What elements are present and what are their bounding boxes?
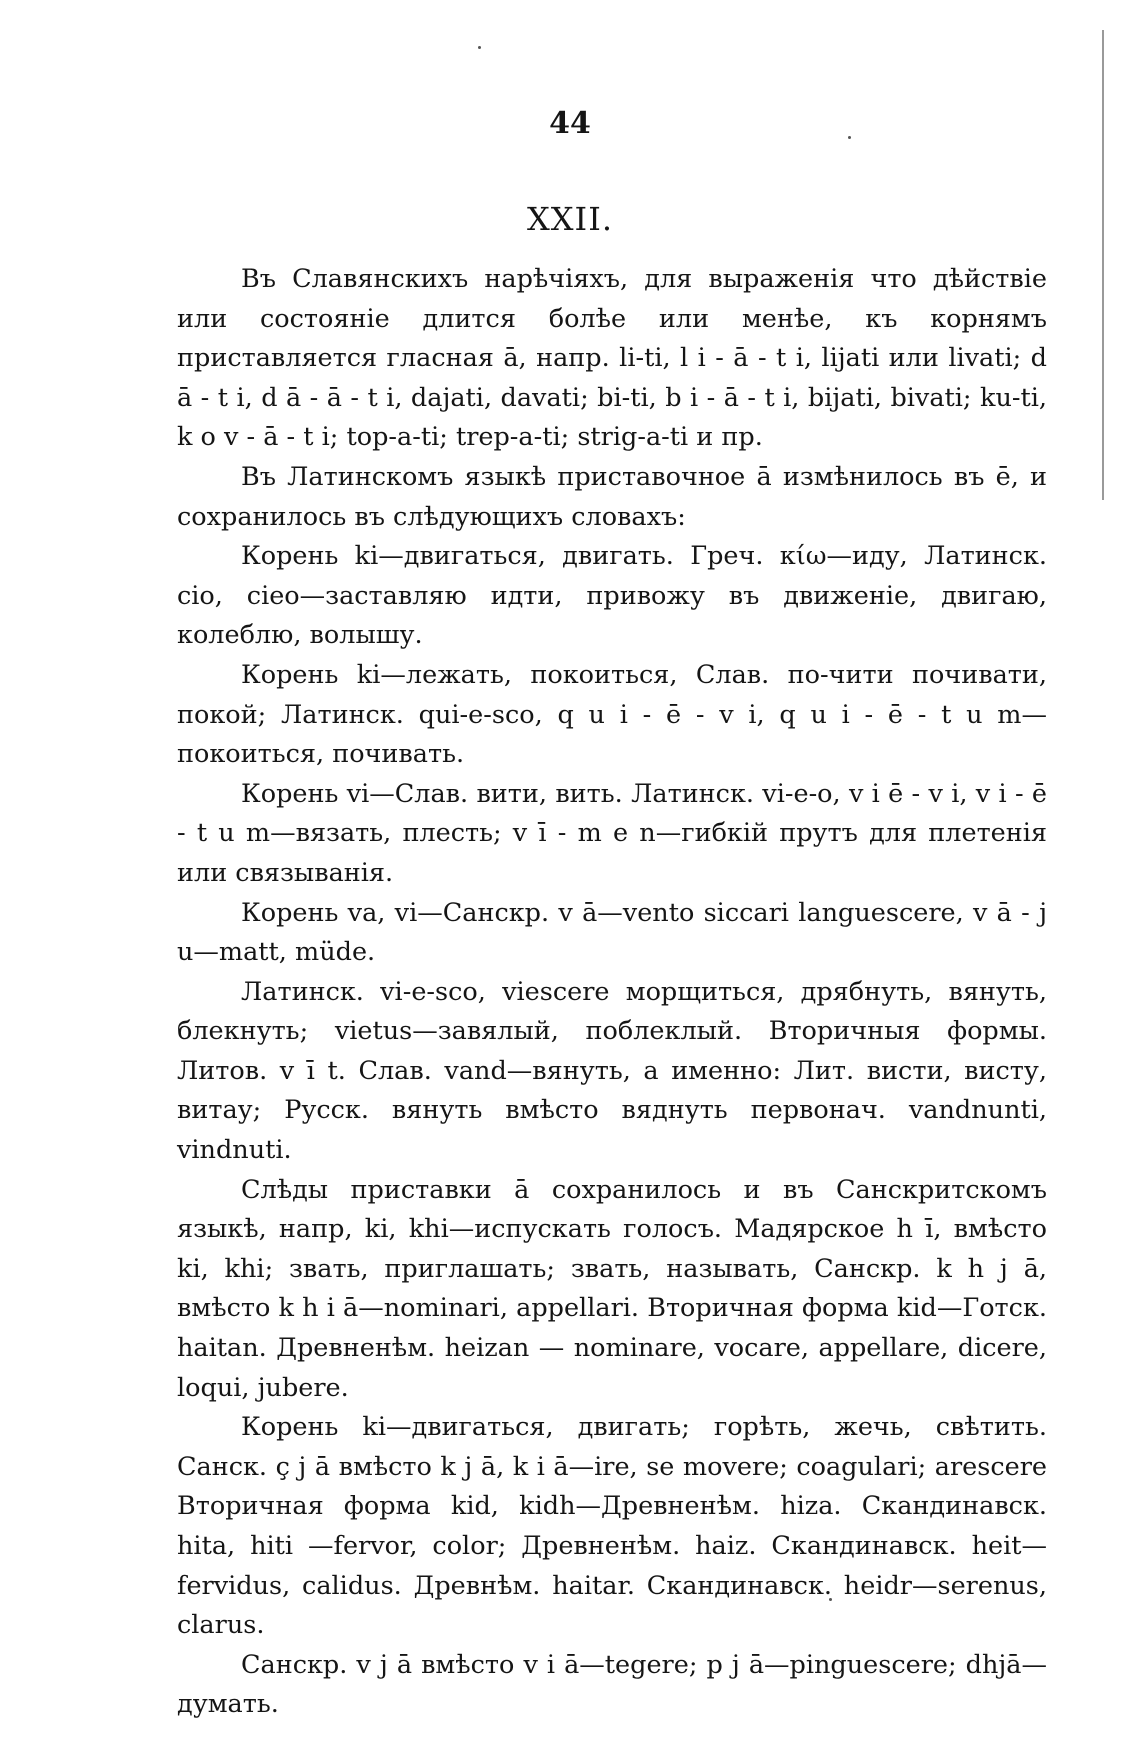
paragraph-6: Корень va, vi—Санскр. v ā—vento siccari languescere, v ā - j u—matt, müde.	[177, 897, 1047, 968]
print-speck	[478, 46, 481, 49]
paragraph-1: Въ Славянскихъ нарѣчіяхъ, для выраженія что дѣйствіе или состояніе длится болѣе или менѣе, къ корнямъ приставляется гласная ā, напр. li-ti, l i - ā - t i, lijati или livati; d ā - t i, d ā - ā - t i, dajati, davati; bi-ti, b i - ā - t i, bijati, bivati; ku-ti, k o v - ā - t i; top-a-ti; trep-a-ti; strig-a-ti и пр.	[177, 264, 1047, 453]
page-number: 44	[549, 106, 591, 141]
page-edge-line	[1102, 30, 1104, 500]
paragraph-3: Корень ki—двигаться, двигать. Греч. κίω—иду, Латинск. cio, cieo—заставляю идти, привожу въ движеніе, двигаю, колеблю, волышу.	[177, 541, 1047, 651]
section-title: XXII.	[526, 200, 613, 238]
paragraph-2: Въ Латинскомъ языкѣ приставочное ā измѣнилось въ ē, и сохранилось въ слѣдующихъ словахъ:	[177, 461, 1047, 532]
paragraph-5: Корень vi—Слав. вити, вить. Латинск. vi-e-o, v i ē - v i, v i - ē - t u m—вязать, плесть; v ī - m e n—гибкій прутъ для плетенія или связыванія.	[177, 778, 1047, 888]
text-body	[177, 260, 1047, 1725]
paragraph-8: Слѣды приставки ā сохранилось и въ Санскритскомъ языкѣ, напр, ki, khi—испускать голосъ. Мадярское h ī, вмѣсто ki, khi; звать, приглашать; звать, называть, Санскр. k h j ā, вмѣсто k h i ā—nominari, appellari. Вторичная форма kid—Готск. haitan. Древненѣм. heizan — nominare, vocare, appellare, dicere, loqui, jubere.	[177, 1174, 1047, 1403]
paragraph-9: Корень ki—двигаться, двигать; горѣть, жечь, свѣтить. Санск. ç j ā вмѣсто k j ā, k i ā—ire, se movere; coagulari; arescere Вторичная форма kid, kidh—Древненѣм. hiza. Скандинавск. hita, hiti —fervor, color; Древненѣм. haiz. Скандинавск. heit—fervidus, calidus. Древнѣм. haitar. Скандинавск. heidr—serenus, clarus.	[177, 1412, 1047, 1641]
paragraph-4: Корень ki—лежать, покоиться, Слав. по-чити почивати, покой; Латинск. qui-e-sco, q u i - ē - v i, q u i - ē - t u m—покоиться, почивать.	[177, 659, 1047, 770]
paragraph-10: Санскр. v j ā вмѣсто v i ā—tegere; p j ā—pinguescere; dhjā—думать.	[177, 1649, 1047, 1720]
paragraph-7: Латинск. vi-e-sco, viescere морщиться, дрябнуть, вянуть, блекнуть; vietus—завялый, поблеклый. Вторичныя формы. Литов. v ī t. Слав. vand—вянуть, а именно: Лит. висти, висту, витау; Русск. вянуть вмѣсто вяднуть первонач. vandnunti, vindnuti.	[177, 976, 1047, 1166]
